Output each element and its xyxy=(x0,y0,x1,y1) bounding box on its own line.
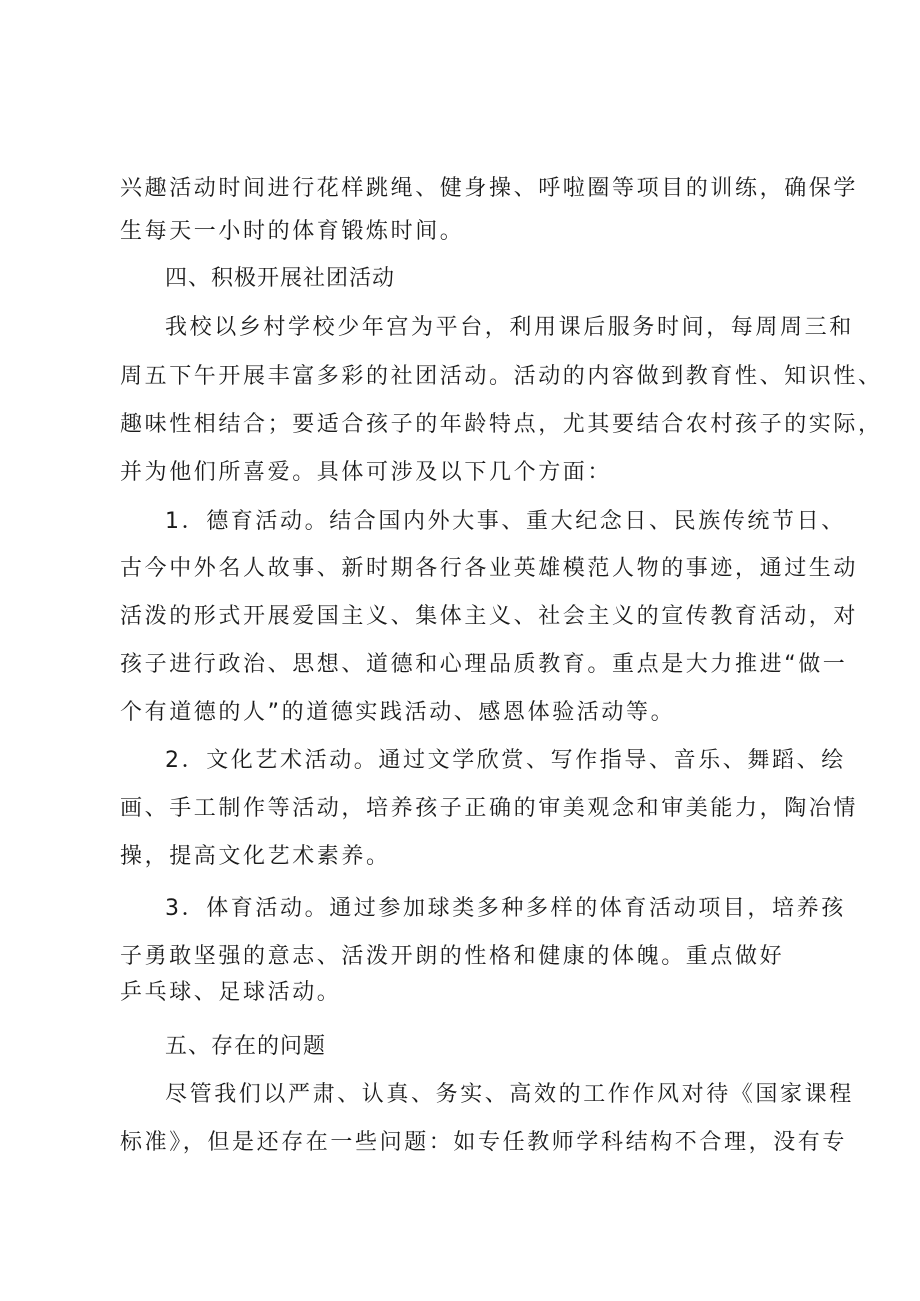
text-line-4: 我校以乡村学校少年宫为平台，利用课后服务时间，每周周三和 xyxy=(165,315,854,340)
list-item-2-line-2: 画、手工制作等活动，培养孩子正确的审美观念和审美能力，陶冶情 xyxy=(120,796,859,821)
text-line-7: 并为他们所喜爱。具体可涉及以下几个方面： xyxy=(120,460,613,485)
list-item-2-line-1: 2．文化艺术活动。通过文学欣赏、写作指导、音乐、舞蹈、绘 xyxy=(165,748,846,773)
list-item-1-line-4: 孩子进行政治、思想、道德和心理品质教育。重点是大力推进“做一 xyxy=(120,652,848,677)
text-line-20: 尽管我们以严肃、认真、务实、高效的工作作风对待《国家课程 xyxy=(165,1082,854,1107)
section-heading-5: 五、存在的问题 xyxy=(165,1034,327,1059)
list-item-1-line-3: 活泼的形式开展爱国主义、集体主义、社会主义的宣传教育活动，对 xyxy=(120,604,859,629)
section-heading-4: 四、积极开展社团活动 xyxy=(165,266,396,291)
text-line-1: 兴趣活动时间进行花样跳绳、健身操、呼啦圈等项目的训练，确保学 xyxy=(120,176,859,201)
text-line-21: 标准》，但是还存在一些问题：如专任教师学科结构不合理，没有专 xyxy=(120,1130,848,1155)
list-item-1-line-1: 1．德育活动。结合国内外大事、重大纪念日、民族传统节日、 xyxy=(165,509,846,534)
text-line-6: 趣味性相结合；要适合孩子的年龄特点，尤其要结合农村孩子的实际， xyxy=(120,412,883,437)
list-item-2-line-3: 操，提高文化艺术素养。 xyxy=(120,844,391,869)
text-line-2: 生每天一小时的体育锻炼时间。 xyxy=(120,219,465,244)
list-item-3-line-3: 乒乓球、足球活动。 xyxy=(120,980,342,1005)
list-item-1-line-5: 个有道德的人”的道德实践活动、感恩体验活动等。 xyxy=(120,700,676,725)
list-item-3-line-1: 3．体育活动。通过参加球类多种多样的体育活动项目，培养孩 xyxy=(165,896,846,921)
text-line-5: 周五下午开展丰富多彩的社团活动。活动的内容做到教育性、知识性、 xyxy=(120,364,883,389)
list-item-3-line-2: 子勇敢坚强的意志、活泼开朗的性格和健康的体魄。重点做好 xyxy=(120,944,785,969)
list-item-1-line-2: 古今中外名人故事、新时期各行各业英雄模范人物的事迹，通过生动 xyxy=(120,556,859,581)
